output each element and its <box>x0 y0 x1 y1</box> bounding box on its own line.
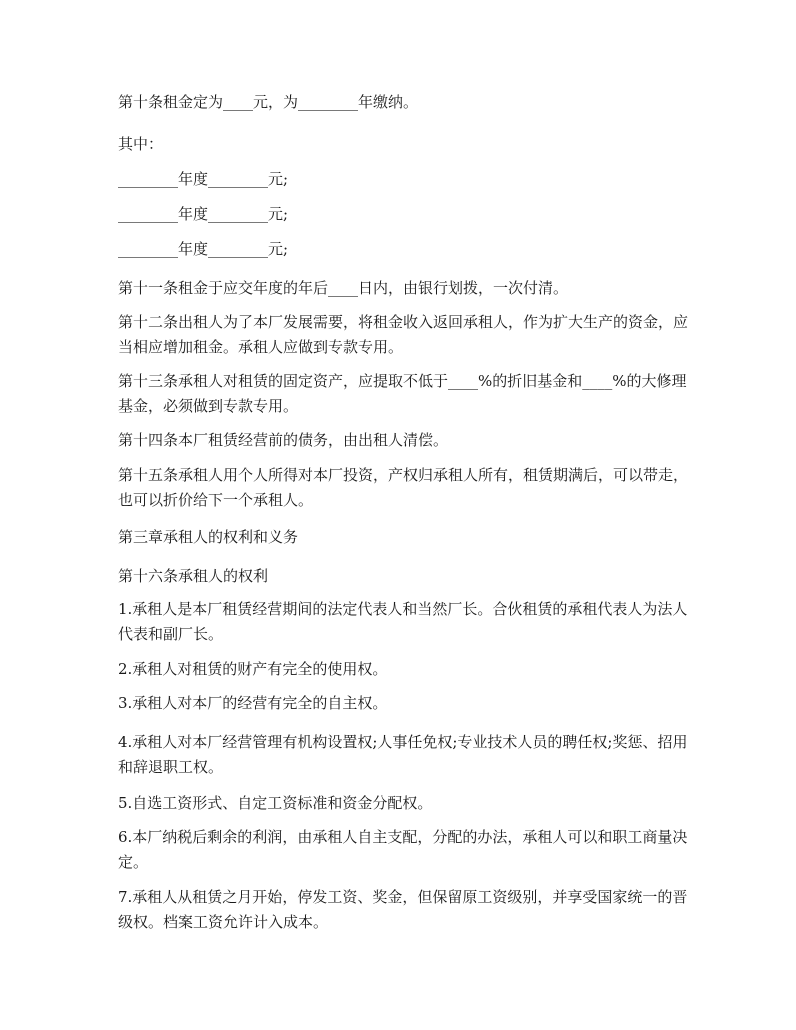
clause-11-payment-deadline: 第十一条租金于应交年度的年后____日内，由银行划拨，一次付清。 <box>118 279 569 297</box>
right-item-7: 7.承租人从租赁之月开始，停发工资、奖金，但保留原工资级别，并享受国家统一的晋级权。档案工资允许计入成本。 <box>118 888 688 931</box>
clause-14-debts: 第十四条本厂租赁经营前的债务，由出租人清偿。 <box>118 431 449 449</box>
clause-13-depreciation-fund: 第十三条承租人对租赁的固定资产，应提取不低于____%的折旧基金和____%的大修理基金，必须做到专款专用。 <box>118 372 687 415</box>
right-item-1: 1.承租人是本厂租赁经营期间的法定代表人和当然厂长。合伙租赁的承租代表人为法人代表和副厂长。 <box>118 600 688 643</box>
among-which-label: 其中： <box>118 135 164 153</box>
annual-rent-line-3: ________年度________元; <box>118 240 289 258</box>
clause-10-rent-amount: 第十条租金定为____元，为________年缴纳。 <box>118 93 419 111</box>
right-item-4: 4.承租人对本厂经营管理有机构设置权;人事任免权;专业技术人员的聘任权;奖惩、招用和辞退职工权。 <box>118 733 688 776</box>
right-item-3: 3.承租人对本厂的经营有完全的自主权。 <box>118 694 388 712</box>
right-item-5: 5.自选工资形式、自定工资标准和资金分配权。 <box>118 794 433 812</box>
clause-15-investment: 第十五条承租人用个人所得对本厂投资，产权归承租人所有，租赁期满后，可以带走，也可以折价给下一个承租人。 <box>118 466 689 509</box>
right-item-6: 6.本厂纳税后剩余的利润，由承租人自主支配，分配的办法，承租人可以和职工商量决定。 <box>118 828 688 871</box>
right-item-2: 2.承租人对租赁的财产有完全的使用权。 <box>118 660 388 678</box>
annual-rent-line-1: ________年度________元; <box>118 170 289 188</box>
clause-12-rent-return: 第十二条出租人为了本厂发展需要，将租金收入返回承租人，作为扩大生产的资金，应当相应增加租金。承租人应做到专款专用。 <box>118 313 689 356</box>
chapter-3-heading: 第三章承租人的权利和义务 <box>118 528 299 546</box>
clause-16-heading: 第十六条承租人的权利 <box>118 567 269 585</box>
annual-rent-line-2: ________年度________元; <box>118 205 289 223</box>
